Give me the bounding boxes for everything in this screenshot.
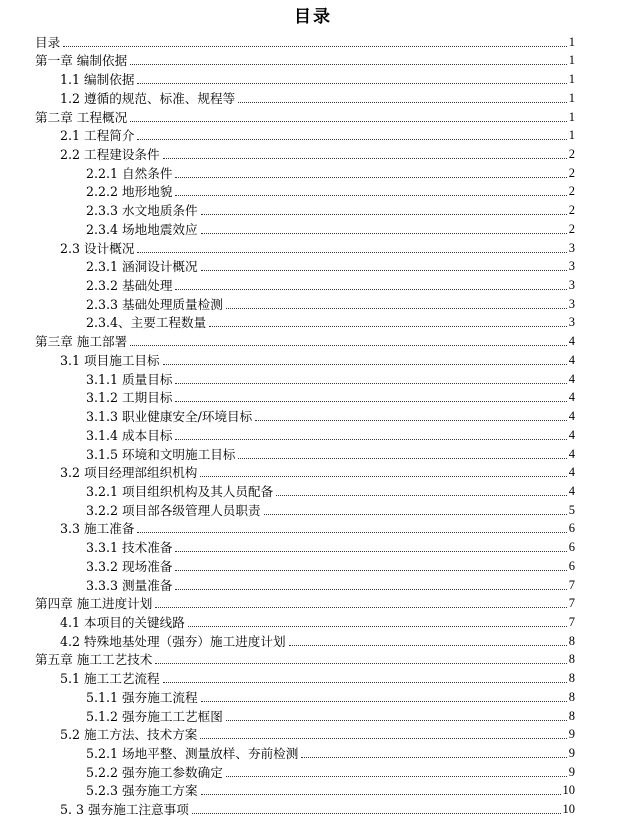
toc-entry-page-number: 6 [568, 540, 575, 555]
toc-entry-label: 3.1.3 职业健康安全/环境目标 [86, 409, 253, 425]
toc-entry[interactable] [86, 274, 575, 293]
toc-entry[interactable] [86, 536, 575, 555]
toc-entry[interactable] [86, 405, 575, 424]
toc-entry[interactable] [60, 143, 575, 162]
toc-entry-label: 2.2 工程建设条件 [60, 147, 160, 162]
dot-leader [137, 83, 566, 84]
toc-entry-label: 3.2.1 项目组织机构及其人员配备 [86, 483, 274, 499]
toc-entry[interactable] [86, 368, 575, 387]
toc-entry-page-number: 2 [568, 221, 575, 236]
dot-leader [201, 214, 567, 215]
toc-entry-page-number: 3 [568, 259, 575, 274]
toc-entry-page-number: 9 [568, 727, 575, 742]
toc-entry-page-number: 10 [562, 802, 575, 817]
toc-entry-page-number: 4 [568, 483, 575, 498]
dot-leader [209, 326, 567, 327]
toc-entry[interactable] [86, 499, 575, 518]
toc-entry-page-number: 8 [568, 652, 575, 667]
toc-entry-label: 5.2.1 场地平整、测量放样、夯前检测 [86, 746, 299, 762]
dot-leader [155, 663, 566, 664]
toc-entry-label: 3.1.4 成本目标 [86, 427, 173, 443]
toc-entry-page-number: 6 [568, 558, 575, 573]
toc-entry[interactable] [35, 50, 575, 69]
toc-entry[interactable] [86, 162, 575, 181]
toc-entry-page-number: 8 [568, 708, 575, 723]
toc-entry-label: 5.2 施工方法、技术方案 [60, 727, 198, 743]
dot-leader [130, 64, 567, 65]
toc-entry[interactable] [86, 443, 575, 462]
toc-entry-label: 2.3.4、主要工程数量 [86, 315, 207, 331]
toc-entry-page-number: 4 [568, 465, 575, 480]
toc-entry[interactable] [60, 349, 575, 368]
dot-leader [264, 514, 567, 515]
toc-entry[interactable] [35, 331, 575, 350]
toc-entry-page-number: 4 [568, 371, 575, 386]
toc-entry-label: 3.2.2 项目部各级管理人员职责 [86, 502, 261, 518]
toc-entry-page-number: 3 [568, 240, 575, 255]
dot-leader [175, 439, 566, 440]
toc-entry-page-number: 10 [562, 783, 575, 798]
toc-entry-label: 2.3 设计概况 [60, 240, 135, 256]
toc-entry-label: 2.1 工程简介 [60, 128, 135, 144]
dot-leader [255, 420, 567, 421]
toc-entry-page-number: 3 [568, 296, 575, 311]
toc-entry[interactable] [60, 125, 575, 144]
toc-entry-label: 2.2.2 地形地貌 [86, 184, 173, 200]
toc-entry-label: 5.1.2 强夯施工工艺框图 [86, 708, 223, 724]
toc-entry-label: 3.1.1 质量目标 [86, 371, 173, 387]
toc-entry[interactable] [60, 87, 575, 106]
toc-entry-label: 4.2 特殊地基处理（强夯）施工进度计划 [60, 633, 286, 649]
toc-entry-label: 3.3.1 技术准备 [86, 540, 173, 556]
toc-entry-page-number: 1 [568, 72, 575, 87]
toc-entry[interactable] [35, 649, 575, 668]
dot-leader [201, 233, 567, 234]
toc-entry-label: 5.2.2 强夯施工参数确定 [86, 764, 223, 780]
dot-leader [226, 308, 567, 309]
toc-entry[interactable] [86, 574, 575, 593]
toc-entry-page-number: 8 [568, 633, 575, 648]
toc-entry-page-number: 7 [568, 577, 575, 592]
toc-entry[interactable] [86, 780, 575, 799]
toc-entry-label: 3.2 项目经理部组织机构 [60, 465, 198, 481]
dot-leader [175, 177, 566, 178]
toc-entry[interactable] [60, 724, 575, 743]
toc-entry-label: 2.3.3 基础处理质量检测 [86, 296, 223, 312]
dot-leader [200, 738, 566, 739]
toc-entry-page-number: 5 [568, 502, 575, 517]
toc-entry[interactable] [35, 106, 575, 125]
toc-entry-page-number: 4 [568, 409, 575, 424]
toc-entry-page-number: 4 [568, 334, 575, 349]
toc-entry[interactable] [86, 480, 575, 499]
toc-entry-page-number: 1 [568, 109, 575, 124]
dot-leader [201, 794, 561, 795]
toc-entry[interactable] [35, 593, 575, 612]
toc-entry[interactable] [35, 31, 575, 50]
toc-entry-label: 1.2 遵循的规范、标准、规程等 [60, 90, 236, 106]
dot-leader [175, 383, 566, 384]
toc-entry[interactable] [86, 312, 575, 331]
toc-entry-page-number: 1 [568, 90, 575, 105]
toc-entry-page-number: 4 [568, 427, 575, 442]
toc-entry[interactable] [60, 462, 575, 481]
toc-entry[interactable] [86, 705, 575, 724]
dot-leader [155, 607, 566, 608]
toc-entry[interactable] [60, 68, 575, 87]
toc-entry[interactable] [86, 199, 575, 218]
dot-leader [63, 46, 567, 47]
toc-entry[interactable] [86, 387, 575, 406]
toc-entry-page-number: 1 [568, 53, 575, 68]
toc-entry-page-number: 8 [568, 671, 575, 686]
toc-entry[interactable] [60, 518, 575, 537]
toc-entry-label: 5.2.3 强夯施工方案 [86, 783, 198, 799]
dot-leader [238, 102, 567, 103]
dot-leader [163, 158, 567, 159]
dot-leader [192, 813, 561, 814]
toc-entry-page-number: 3 [568, 278, 575, 293]
toc-entry[interactable] [86, 181, 575, 200]
toc-entry[interactable] [60, 667, 575, 686]
dot-leader [175, 570, 566, 571]
dot-leader [276, 495, 567, 496]
dot-leader [188, 626, 567, 627]
toc-entry-page-number: 1 [568, 34, 575, 49]
toc-entry[interactable] [86, 761, 575, 780]
toc-entry-label: 3.3.2 现场准备 [86, 558, 173, 574]
toc-entry-page-number: 4 [568, 446, 575, 461]
toc-entry[interactable] [86, 424, 575, 443]
toc-entry[interactable] [60, 237, 575, 256]
toc-entry-page-number: 3 [568, 315, 575, 330]
toc-entry-page-number: 9 [568, 746, 575, 761]
dot-leader [200, 476, 566, 477]
toc-entry[interactable] [86, 218, 575, 237]
toc-entry-label: 2.3.3 水文地质条件 [86, 203, 198, 219]
toc-entry-label: 5.1 施工工艺流程 [60, 671, 160, 687]
dot-leader [163, 364, 567, 365]
toc-entry-page-number: 4 [568, 352, 575, 367]
toc-entry-label: 1.1 编制依据 [60, 72, 135, 88]
dot-leader [175, 289, 566, 290]
toc-entry[interactable] [60, 611, 575, 630]
page-title: 目录 [294, 7, 332, 27]
toc-entry-page-number: 8 [568, 689, 575, 704]
dot-leader [163, 682, 567, 683]
toc-entry-label: 2.2.1 自然条件 [86, 165, 173, 181]
toc-entry[interactable] [86, 293, 575, 312]
toc-entry-page-number: 2 [568, 147, 575, 161]
dot-leader [175, 195, 566, 196]
toc-entry-label: 目录 [35, 34, 61, 50]
toc-entry[interactable] [86, 742, 575, 761]
toc-entry-label: 3.1 项目施工目标 [60, 352, 160, 368]
toc-entry-label: 第五章 施工工艺技术 [35, 652, 153, 668]
dot-leader [175, 401, 566, 402]
toc-entry[interactable] [86, 686, 575, 705]
toc-entry-label: 2.3.1 涵洞设计概况 [86, 259, 198, 275]
toc-entry-page-number: 6 [568, 521, 575, 536]
toc-entry-label: 3.1.2 工期目标 [86, 390, 173, 406]
toc-entry-label: 第三章 施工部署 [35, 334, 128, 350]
dot-leader [226, 776, 567, 777]
toc-entry-label: 3.3 施工准备 [60, 521, 135, 537]
dot-leader [137, 532, 566, 533]
toc-entry[interactable] [86, 555, 575, 574]
toc-entry-page-number: 4 [568, 390, 575, 405]
dot-leader [137, 139, 566, 140]
dot-leader [175, 589, 566, 590]
toc-entry-page-number: 2 [568, 165, 575, 180]
dot-leader [226, 720, 567, 721]
toc-entry[interactable] [86, 256, 575, 275]
dot-leader [289, 645, 567, 646]
toc-entry-label: 5. 3 强夯施工注意事项 [60, 802, 189, 817]
toc-entry-page-number: 1 [568, 128, 575, 143]
toc-entry-label: 第二章 工程概况 [35, 109, 128, 125]
dot-leader [130, 121, 567, 122]
toc-entry-label: 第四章 施工进度计划 [35, 596, 153, 612]
toc-entry-label: 5.1.1 强夯施工流程 [86, 689, 198, 705]
toc-entry-label: 3.3.3 测量准备 [86, 577, 173, 593]
dot-leader [301, 757, 566, 758]
toc-entry[interactable] [60, 630, 575, 649]
toc-entry-label: 2.3.2 基础处理 [86, 278, 173, 294]
dot-leader [201, 701, 567, 702]
toc-entry-label: 3.1.5 环境和文明施工目标 [86, 446, 236, 462]
dot-leader [201, 270, 567, 271]
toc-entry-page-number: 2 [568, 184, 575, 199]
dot-leader [238, 458, 566, 459]
toc-entry[interactable] [60, 799, 575, 817]
dot-leader [175, 551, 566, 552]
toc-entry-label: 4.1 本项目的关键线路 [60, 615, 185, 630]
toc-entry-label: 第一章 编制依据 [35, 53, 128, 69]
toc-entry-page-number: 2 [568, 203, 575, 218]
toc-entry-label: 2.3.4 场地地震效应 [86, 221, 198, 237]
toc-entry-page-number: 7 [568, 615, 575, 629]
toc-entry-page-number: 7 [568, 596, 575, 611]
toc-entry-page-number: 9 [568, 764, 575, 779]
dot-leader [130, 345, 567, 346]
dot-leader [137, 252, 566, 253]
